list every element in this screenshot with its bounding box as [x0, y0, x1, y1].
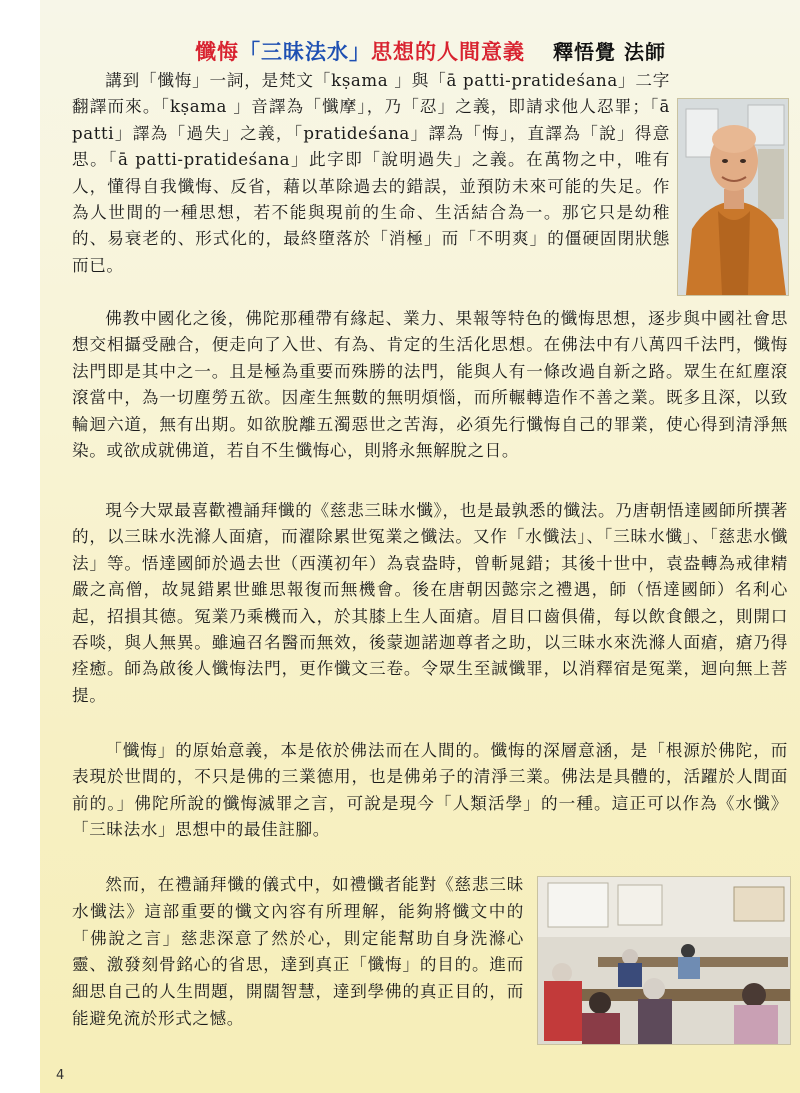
author-portrait-photo — [677, 98, 789, 296]
paragraph-water-repentance: 現今大眾最喜歡禮誦拜懺的《慈悲三昧水懺》，也是最孰悉的懺法。乃唐朝悟達國師所撰著的，以三昧水洗滌人面瘡，而濯除累世冤業之懺法。又作「水懺法」、「三昧水懺」、「慈悲水懺法」等。悟達國師於過去世（西漢初年）為袁盎時，曾斬晁錯；其後十世中，袁盎轉為戒律精嚴之高僧，故晁錯累世雖思報復而無機會。後在唐朝因懿宗之禮遇，師（悟達國師）名利心起，招損其德。冤業乃乘機而入，於其膝上生人面瘡。眉目口齒俱備，每以飲食餵之，則開口吞啖，與人無異。雖遍召名醫而無效，後蒙迦諾迦尊者之助，以三昧水來洗滌人面瘡，瘡乃得痊癒。師為啟後人懺悔法門，更作懺文三卷。令眾生至誠懺罪，以消釋宿是冤業，迴向無上菩提。 — [72, 501, 788, 705]
title-part-samadhi-water: 「三昧法水」 — [239, 40, 371, 64]
paragraph-intro: 講到「懺悔」一詞，是梵文「kṣama 」與「ā patti-pratideśana」二字翻譯而來。「kṣama 」音譯為「懺摩」，乃「忍」之義，即請求他人忍罪；「ā patti」譯為「過失」之義，「pratideśana」譯為「悔」，直譯為「說」得意思。「ā patti-pratideśana」此字即「說明過失」之義。在萬物之中，唯有人，懂得自我懺悔、反省，藉以革除過去的錯誤，並預防未來可能的失足。作為人世間的一種思想，若不能與現前的生命、生活結合為一。那它只是幼稚的、易衰老的、形式化的，最終墮落於「消極」而「不明爽」的僵硬固閉狀態而已。 — [72, 71, 670, 275]
title-part-repentance: 懺悔 — [195, 40, 239, 64]
monk-portrait-illustration — [678, 99, 788, 295]
paragraph-original-meaning: 「懺悔」的原始意義，本是依於佛法而在人間的。懺悔的深層意涵，是「根源於佛陀，而表現於世間的，不只是佛的三業德用，也是佛弟子的清淨三業。佛法是具體的，活躍於人間面前的。」佛陀所說的懺悔滅罪之言，可說是現今「人類活學」的一種。這正可以作為《水懺》「三昧法水」思想中的最佳註腳。 — [72, 741, 788, 840]
author-byline: 釋悟覺 法師 — [553, 40, 666, 64]
classroom-photo — [537, 876, 791, 1045]
paragraph-buddhism-sinicization: 佛教中國化之後，佛陀那種帶有緣起、業力、果報等特色的懺悔思想，逐步與中國社會思想交相攝受融合，便走向了入世、有為、肯定的生活化思想。在佛法中有八萬四千法門，懺悔法門即是其中之一。且是極為重要而殊勝的法門，能與人有一條改過自新之路。眾生在紅塵滾滾當中，為一切塵勞五欲。因產生無數的無明煩惱，而所輾轉造作不善之業。既多且深，以致輪迴六道，無有出期。如欲脫離五濁惡世之苦海，必須先行懺悔自己的罪業，使心得到清淨無染。或欲成就佛道，若自不生懺悔心，則將永無解脫之日。 — [72, 309, 788, 461]
title-part-meaning: 思想的人間意義 — [371, 40, 525, 64]
classroom-scene-illustration — [538, 877, 790, 1044]
paragraph-conclusion: 然而，在禮誦拜懺的儀式中，如禮懺者能對《慈悲三昧水懺法》這部重要的懺文內容有所理解，能夠將懺文中的「佛說之言」慈悲深意了然於心，則定能幫助自身洗滌心靈、激發刻骨銘心的省思，達到真正「懺悔」的目的。進而細思自己的人生問題，開闊智慧，達到學佛的真正目的，而能避免流於形式之憾。 — [72, 875, 524, 1028]
page-number: 4 — [56, 1068, 65, 1083]
article-title — [195, 36, 775, 66]
